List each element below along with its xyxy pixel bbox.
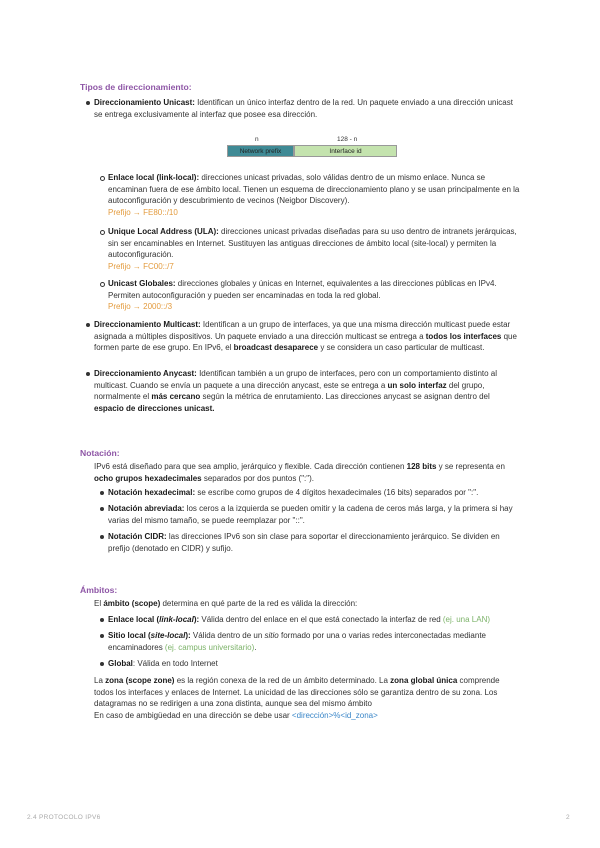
ambitos-intro: El ámbito (scope) determina en qué parte de la red es válida la dirección: — [94, 599, 358, 608]
bullet-circle — [100, 230, 105, 235]
heading-notacion: Notación: — [80, 448, 120, 458]
bullet-dot — [86, 101, 90, 105]
bullet-dot — [100, 535, 104, 539]
bullet-dot — [100, 491, 104, 495]
item-unicast: Direccionamiento Unicast: Identifican un único interfaz dentro de la red. Un paquete enviado a una dirección unicast se entrega exclusivamente al interfaz que posee esa dirección. — [80, 97, 520, 120]
item-ula: Unique Local Address (ULA): direcciones unicast privadas diseñadas para su uso dentro de intranets jerárquicas, sin ser encaminables en Internet. Sustituyen las antiguas direcciones de ámbito local (site-local) y permiten la autoconfiguración. Prefijo → FC00::/7 — [80, 226, 520, 272]
item-anycast: Direccionamiento Anycast: Identifican también a un grupo de interfaces, pero con un comportamiento distinto al multicast. Cuando se envía un paquete a una dirección anycast, este se entrega a un solo interfaz del grupo, normalmente el más cercano según la métrica de enrutamiento. Las direcciones anycast se asignan dentro del espacio de direcciones unicast. — [80, 368, 520, 414]
diagram-label-128-n: 128 - n — [337, 136, 358, 143]
prefix-link-local: Prefijo → FE80::/10 — [108, 207, 178, 217]
page-number: 2 — [566, 814, 570, 821]
heading-tipos: Tipos de direccionamiento: — [80, 82, 192, 92]
interface-id-box: Interface id — [294, 145, 397, 157]
item-multicast: Direccionamiento Multicast: Identifican a un grupo de interfaces, ya que una misma dirección multicast puede estar asignada a múltiples dispositivos. Un paquete enviado a una dirección multicast se entrega a todos los interfaces que formen parte de ese grupo. En IPv6, el broadcast desaparece y se considera un caso particular de multicast. — [80, 319, 520, 354]
zone-syntax: <dirección>%<id_zona> — [291, 710, 378, 720]
bullet-dot — [100, 618, 104, 622]
bullet-dot — [100, 662, 104, 666]
bullet-dot — [100, 507, 104, 511]
item-link-local: Enlace local (link-local): direcciones unicast privadas, solo válidas dentro de un mismo enlace. Nunca se encaminan fuera de ese ámbito local. Tienen un esquema de direccionamiento plano y se usan principalmente en la autoconfiguración y descubrimiento de vecinos (Neigbor Discovery). Prefijo → FE80::/10 — [80, 172, 520, 218]
network-prefix-box: Network prefix — [227, 145, 294, 157]
bullet-dot — [100, 634, 104, 638]
footer-section-title: 2.4 PROTOCOLO IPV6 — [27, 814, 101, 821]
bullet-dot — [86, 323, 90, 327]
bullet-dot — [86, 372, 90, 376]
zona-paragraph: La zona (scope zone) es la región conexa de la red de un ámbito determinado. La zona global única comprende todos los interfaces y enlaces de Internet. La unicidad de las direcciones sólo se garantiza dentro de su zona. Los datagramas no se redirigen a una zona distinta, aunque sea del mismo ámbito En caso de ambigüedad en una dirección se debe usar <dirección>%<id_zona> — [94, 676, 500, 720]
prefix-ula: Prefijo → FC00::/7 — [108, 261, 174, 271]
item-unicast-global: Unicast Globales: direcciones globales y únicas en Internet, equivalentes a las direcciones públicas en IPv4. Permiten autoconfiguración y pueden ser encaminadas en toda la red global. Prefijo → 2000::/3 — [80, 278, 520, 313]
item-cidr: Notación CIDR: las direcciones IPv6 son sin clase para soportar el direccionamiento jerárquico. Se dividen en prefijo (denotado en CIDR) y sufijo. — [80, 531, 520, 554]
ipv6-address-diagram — [227, 134, 397, 158]
item-scope-global: Global: Válida en todo Internet — [80, 658, 520, 670]
diagram-label-n: n — [255, 136, 259, 143]
notacion-intro: IPv6 está diseñado para que sea amplio, jerárquico y flexible. Cada dirección contienen 128 bits y se representa en ocho grupos hexadecimales separados por dos puntos (":"). — [94, 462, 505, 483]
prefix-global: Prefijo → 2000::/3 — [108, 302, 173, 311]
item-scope-site-local: Sitio local (site-local): Válida dentro de un sitio formado por una o varias redes interconectadas mediante encaminadores (ej. campus universitario). — [80, 630, 520, 653]
heading-ambitos: Ámbitos: — [80, 585, 118, 595]
bullet-circle — [100, 176, 105, 181]
item-scope-link-local: Enlace local (link-local): Válida dentro del enlace en el que está conectado la interfaz de red (ej. una LAN) — [80, 614, 520, 626]
item-abbr: Notación abreviada: los ceros a la izquierda se pueden omitir y la cadena de ceros más larga, y la primera si hay varias del mismo tamaño, se puede reemplazar por "::". — [80, 503, 520, 526]
item-hex: Notación hexadecimal: se escribe como grupos de 4 dígitos hexadecimales (16 bits) separados por ":". — [80, 487, 520, 499]
bullet-circle — [100, 282, 105, 287]
